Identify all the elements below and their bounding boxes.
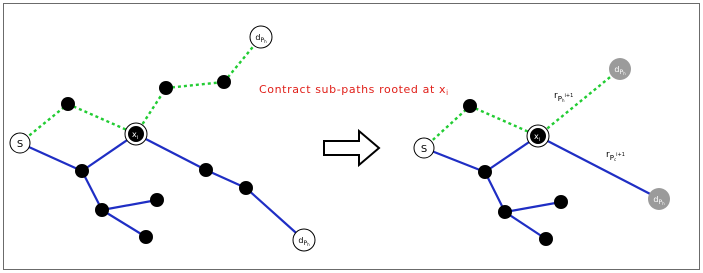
pivot-label: $x_i$ (131, 130, 139, 141)
destination-label: $d_Ph$ (614, 65, 626, 76)
edge-label-top: $r_Ph^{i+1}$ (554, 91, 574, 103)
destination-node-top (250, 26, 272, 48)
node (463, 99, 477, 113)
pivot-node (527, 125, 549, 147)
path-edge (538, 69, 620, 136)
node (199, 163, 213, 177)
hollow-right-arrow-icon (324, 131, 379, 165)
destination-node-bottom (293, 229, 315, 251)
node (478, 165, 492, 179)
edge (102, 210, 146, 237)
source-node (414, 138, 434, 158)
source-node (10, 133, 30, 153)
node (217, 75, 231, 89)
pivot-node (125, 123, 147, 145)
node (239, 181, 253, 195)
source-label: S (420, 144, 428, 155)
source-label: S (16, 139, 24, 150)
edge (505, 212, 546, 239)
node (498, 205, 512, 219)
edge (136, 134, 206, 170)
left-graph (10, 26, 315, 251)
destination-label: $d_Ph$ (653, 195, 665, 206)
contract-caption: Contract sub-paths rooted at xi (259, 83, 449, 97)
right-graph (414, 58, 670, 246)
edge (102, 200, 157, 210)
node (61, 97, 75, 111)
node (159, 81, 173, 95)
node (75, 164, 89, 178)
edge (538, 136, 656, 197)
edge-label-bottom: $r_Pc^{i+1}$ (606, 150, 625, 162)
node (150, 193, 164, 207)
node (95, 203, 109, 217)
node (139, 230, 153, 244)
path-edge (166, 82, 224, 88)
contracted-destination-top (609, 58, 631, 80)
destination-label: $d_Ph$ (298, 236, 310, 247)
pivot-label: $x_i$ (533, 132, 541, 143)
node (539, 232, 553, 246)
edge (246, 188, 304, 240)
contracted-destination-bottom (648, 188, 670, 210)
edge (505, 202, 561, 212)
destination-label: $d_Ph$ (255, 33, 267, 44)
node (554, 195, 568, 209)
